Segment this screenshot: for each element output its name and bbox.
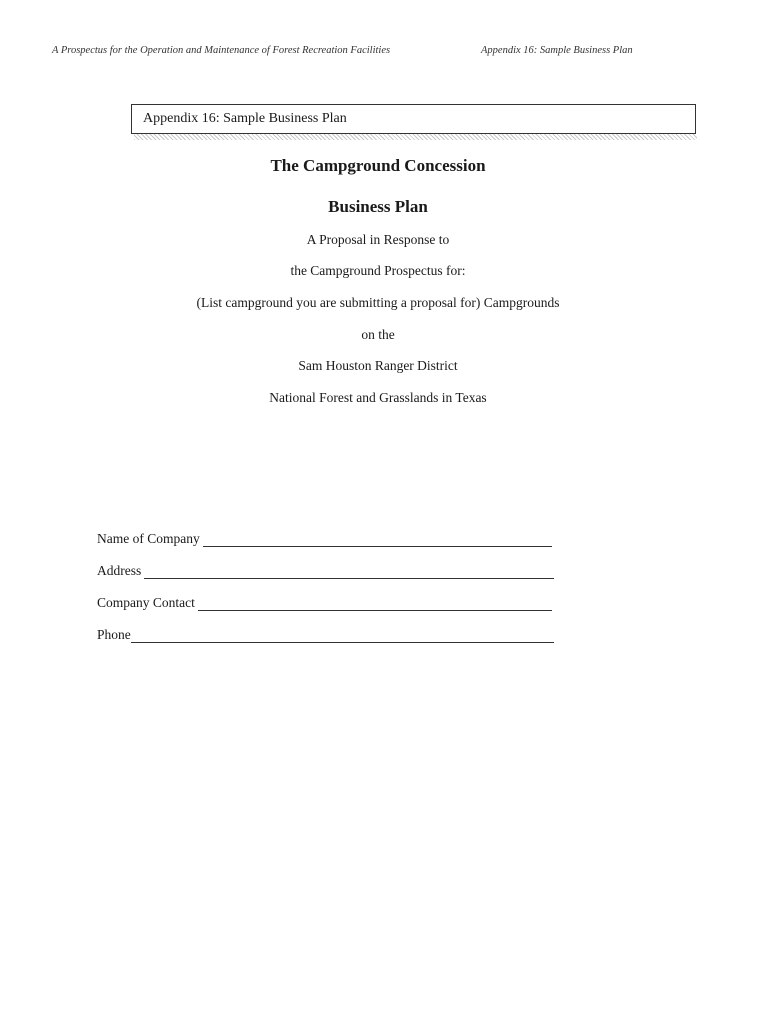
- proposal-line-4: on the: [361, 327, 395, 342]
- appendix-box-shadow: [134, 134, 697, 140]
- proposal-line-5: Sam Houston Ranger District: [298, 358, 458, 373]
- phone-field[interactable]: [131, 626, 554, 643]
- phone-row: [97, 611, 554, 643]
- proposal-line-1: A Proposal in Response to: [306, 232, 450, 247]
- running-header-right: Appendix 16: Sample Business Plan: [481, 45, 633, 56]
- company-contact-field[interactable]: [198, 594, 552, 611]
- phone-label: Phone: [97, 627, 131, 642]
- company-name-row: [97, 515, 554, 547]
- address-row: [97, 547, 554, 579]
- address-label: Address: [97, 563, 142, 578]
- running-header-left: A Prospectus for the Operation and Maintenance of Forest Recreation Facilities: [52, 45, 391, 56]
- appendix-title-label: Appendix 16: Sample Business Plan: [143, 111, 347, 126]
- company-name-label: Name of Company: [97, 531, 200, 546]
- proposal-line-2: the Campground Prospectus for:: [290, 263, 466, 278]
- company-name-field[interactable]: [203, 530, 552, 547]
- address-field[interactable]: [144, 562, 554, 579]
- company-contact-row: [97, 579, 554, 611]
- appendix-title-box: [131, 104, 696, 134]
- proposal-line-6: National Forest and Grasslands in Texas: [269, 390, 487, 405]
- company-contact-label: Company Contact: [97, 595, 195, 610]
- company-info-form: [97, 515, 554, 643]
- proposal-line-3: (List campground you are submitting a proposal for) Campgrounds: [196, 295, 560, 310]
- document-title-line1: The Campground Concession: [270, 156, 486, 175]
- document-title-line2: Business Plan: [328, 197, 428, 216]
